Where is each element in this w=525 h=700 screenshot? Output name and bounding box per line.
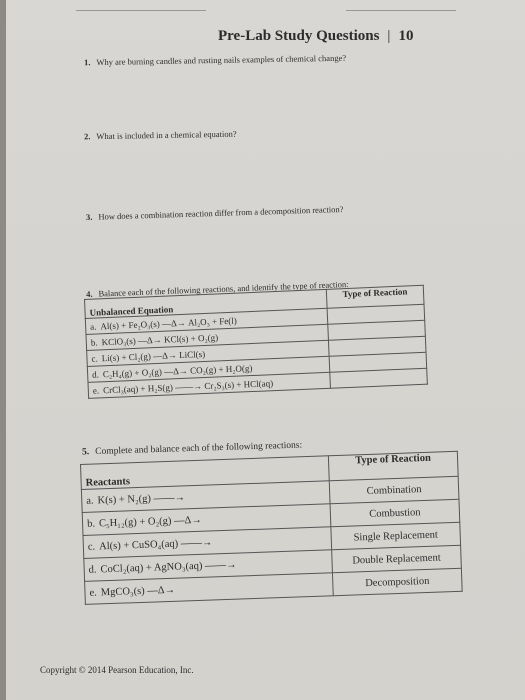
equation-text: K(s) + N₂(g) ——→ (97, 491, 186, 506)
reaction-type-cell (330, 368, 428, 388)
question-number: 4. (85, 288, 93, 300)
row-label: b. (86, 518, 96, 530)
equation-text: Al(s) + Fe₂O₃(s) —Δ→ Al₂O₃ + Fe(l) (100, 315, 237, 331)
row-label: e. (89, 586, 97, 599)
question-5 (82, 441, 302, 458)
equation-text: C₂H₄(g) + O₂(g) —Δ→ CO₂(g) + H₂O(g) (102, 362, 253, 379)
row-label: d. (88, 563, 97, 576)
header-rule-right (346, 10, 456, 11)
question-text: What is included in a chemical equation? (96, 128, 237, 142)
row-label: b. (90, 336, 98, 348)
reaction-type-cell: Single Replacement (331, 522, 461, 549)
column-header-equation: Unbalanced Equation (85, 289, 328, 318)
worksheet-page (6, 0, 525, 700)
question-number: 5. (81, 447, 90, 458)
header-rule-left (76, 10, 206, 11)
copyright-footer: Copyright © 2014 Pearson Education, Inc. (40, 665, 194, 675)
row-label: a. (86, 495, 94, 507)
equation-text: Al(s) + CuSO₄(aq) ——→ (98, 536, 213, 552)
reaction-type-cell: Decomposition (332, 568, 462, 595)
equation-text: KClO₃(s) —Δ→ KCl(s) + O₂(g) (101, 331, 219, 347)
question-text: Complete and balance each of the following reactions: (95, 440, 303, 458)
reaction-type-cell: Combustion (330, 499, 460, 526)
question-number: 1. (83, 57, 91, 68)
title-separator: | (387, 28, 391, 44)
question-number: 3. (85, 211, 93, 223)
column-header-type: Type of Reaction (328, 451, 458, 480)
row-label: e. (92, 384, 100, 396)
reaction-type-cell: Combination (329, 476, 459, 503)
equation-text: MgCO₃(s) —Δ→ (100, 584, 176, 598)
question-text: How does a combination reaction differ from a decomposition reaction? (98, 203, 344, 222)
question-2 (84, 129, 237, 142)
reaction-type-cell: Double Replacement (332, 545, 462, 572)
equation-text: Li(s) + Cl₂(g) —Δ→ LiCl(s) (101, 348, 206, 363)
question-number: 2. (83, 131, 91, 142)
question-text: Why are burning candles and rusting nails examples of chemical change? (96, 52, 347, 68)
question-3 (86, 204, 344, 222)
row-label: c. (91, 352, 98, 364)
equation-text: CrCl₃(aq) + H₂S(g) ——→ Cr₂S₃(s) + HCl(aq) (102, 377, 274, 395)
question-text: Balance each of the following reactions, and identify the type of reaction: (98, 278, 349, 299)
question-1 (84, 53, 346, 68)
reaction-table-q4 (84, 285, 428, 399)
equation-text: CoCl₂(aq) + AgNO₃(aq) ——→ (100, 559, 237, 575)
reaction-table-q5 (80, 451, 463, 605)
page-number: 10 (398, 28, 414, 44)
row-label: c. (87, 541, 96, 553)
row-label: d. (91, 368, 100, 380)
page-title-text: Pre-Lab Study Questions (218, 28, 380, 44)
column-header-type: Type of Reaction (326, 285, 424, 308)
page-title (218, 28, 413, 45)
equation-text: C₅H₁₂(g) + O₂(g) —Δ→ (98, 514, 202, 529)
row-label: a. (89, 321, 97, 332)
column-header-reactants: Reactants (81, 456, 330, 490)
